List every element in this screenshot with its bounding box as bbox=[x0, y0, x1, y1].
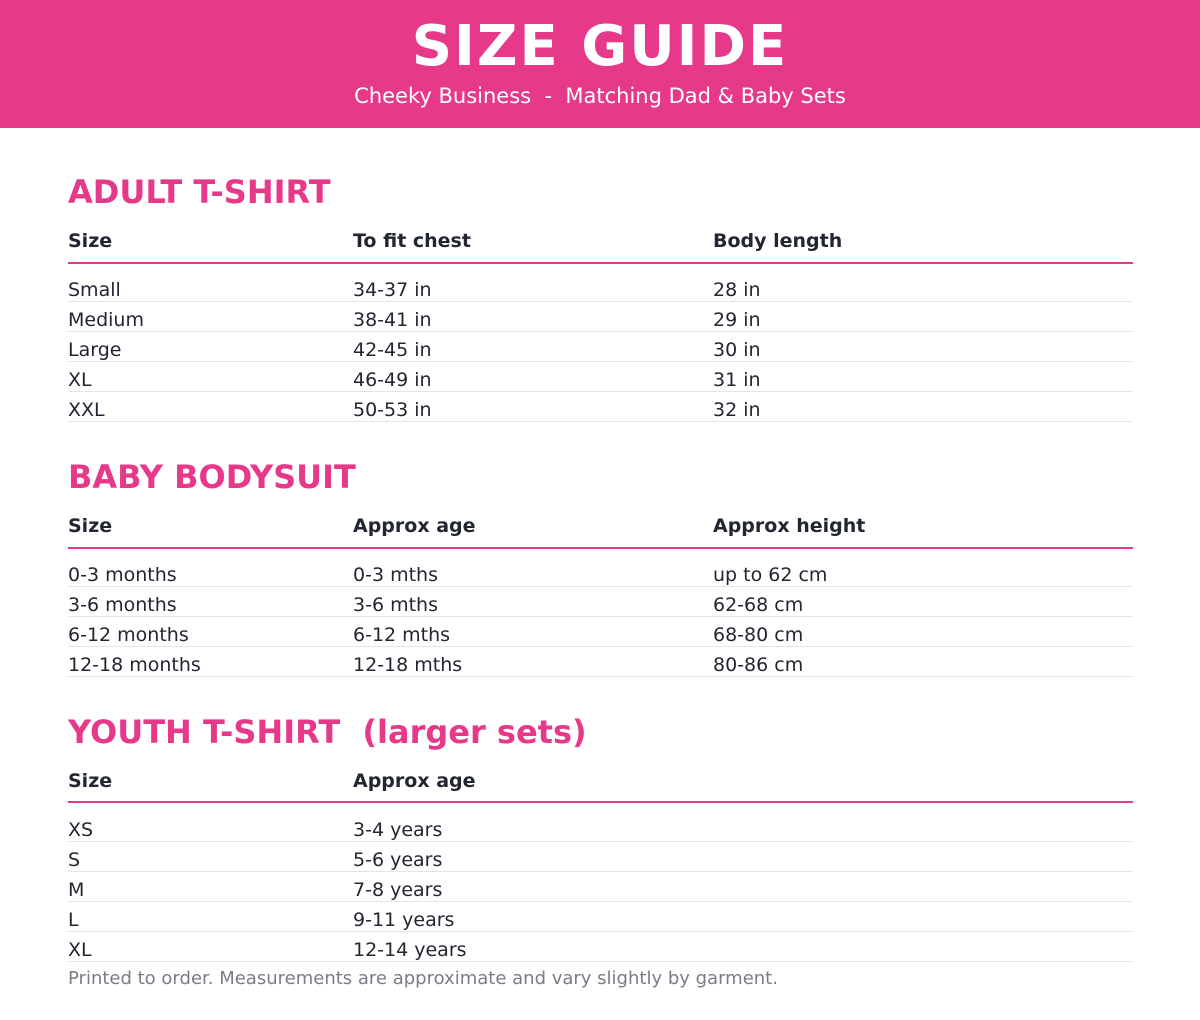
header-divider bbox=[68, 262, 1133, 264]
column-header: Approx height bbox=[713, 515, 866, 537]
table-cell: M bbox=[68, 879, 85, 901]
table-cell: 3-4 years bbox=[353, 819, 443, 841]
table-cell: 32 in bbox=[713, 399, 761, 421]
table-cell: 46-49 in bbox=[353, 369, 432, 391]
table-cell: 31 in bbox=[713, 369, 761, 391]
header-banner bbox=[0, 0, 1200, 128]
table-cell: 38-41 in bbox=[353, 309, 432, 331]
table-cell: 80-86 cm bbox=[713, 654, 804, 676]
table-cell: Medium bbox=[68, 309, 144, 331]
row-divider bbox=[68, 841, 1133, 842]
header-divider bbox=[68, 547, 1133, 549]
header-divider bbox=[68, 801, 1133, 803]
column-header: Approx age bbox=[353, 515, 476, 537]
section-title: ADULT T-SHIRT bbox=[68, 173, 331, 211]
table-cell: 62-68 cm bbox=[713, 594, 804, 616]
row-divider bbox=[68, 391, 1133, 392]
row-divider bbox=[68, 361, 1133, 362]
table-cell: XS bbox=[68, 819, 94, 841]
page-subtitle: Cheeky Business - Matching Dad & Baby Sets bbox=[354, 84, 846, 108]
table-cell: L bbox=[68, 909, 79, 931]
table-cell: up to 62 cm bbox=[713, 564, 828, 586]
table-cell: Large bbox=[68, 339, 122, 361]
table-cell: 0-3 months bbox=[68, 564, 177, 586]
footer-note: Printed to order. Measurements are approximate and vary slightly by garment. bbox=[68, 968, 778, 989]
table-cell: 28 in bbox=[713, 279, 761, 301]
section-title: BABY BODYSUIT bbox=[68, 458, 356, 496]
row-divider bbox=[68, 961, 1133, 962]
row-divider bbox=[68, 931, 1133, 932]
row-divider bbox=[68, 586, 1133, 587]
column-header: Size bbox=[68, 230, 113, 252]
table-cell: 34-37 in bbox=[353, 279, 432, 301]
table-cell: 12-18 months bbox=[68, 654, 201, 676]
table-cell: 29 in bbox=[713, 309, 761, 331]
table-cell: 12-14 years bbox=[353, 939, 467, 961]
row-divider bbox=[68, 676, 1133, 677]
column-header: Size bbox=[68, 515, 113, 537]
row-divider bbox=[68, 331, 1133, 332]
row-divider bbox=[68, 616, 1133, 617]
table-cell: 5-6 years bbox=[353, 849, 443, 871]
table-cell: 6-12 mths bbox=[353, 624, 451, 646]
row-divider bbox=[68, 871, 1133, 872]
table-cell: 30 in bbox=[713, 339, 761, 361]
column-header: Body length bbox=[713, 230, 843, 252]
table-cell: 7-8 years bbox=[353, 879, 443, 901]
table-cell: Small bbox=[68, 279, 121, 301]
table-cell: 9-11 years bbox=[353, 909, 455, 931]
table-cell: 12-18 mths bbox=[353, 654, 463, 676]
table-cell: 6-12 months bbox=[68, 624, 189, 646]
table-cell: 50-53 in bbox=[353, 399, 432, 421]
table-cell: S bbox=[68, 849, 81, 871]
row-divider bbox=[68, 901, 1133, 902]
table-cell: 3-6 months bbox=[68, 594, 177, 616]
row-divider bbox=[68, 421, 1133, 422]
column-header: Approx age bbox=[353, 770, 476, 792]
column-header: Size bbox=[68, 770, 113, 792]
table-cell: 68-80 cm bbox=[713, 624, 804, 646]
table-cell: 0-3 mths bbox=[353, 564, 438, 586]
column-header: To fit chest bbox=[353, 230, 471, 252]
table-cell: XXL bbox=[68, 399, 105, 421]
table-cell: 42-45 in bbox=[353, 339, 432, 361]
row-divider bbox=[68, 301, 1133, 302]
table-cell: XL bbox=[68, 939, 92, 961]
table-cell: 3-6 mths bbox=[353, 594, 438, 616]
table-cell: XL bbox=[68, 369, 92, 391]
row-divider bbox=[68, 646, 1133, 647]
section-title: YOUTH T-SHIRT (larger sets) bbox=[68, 713, 587, 751]
page-title: SIZE GUIDE bbox=[411, 14, 789, 79]
